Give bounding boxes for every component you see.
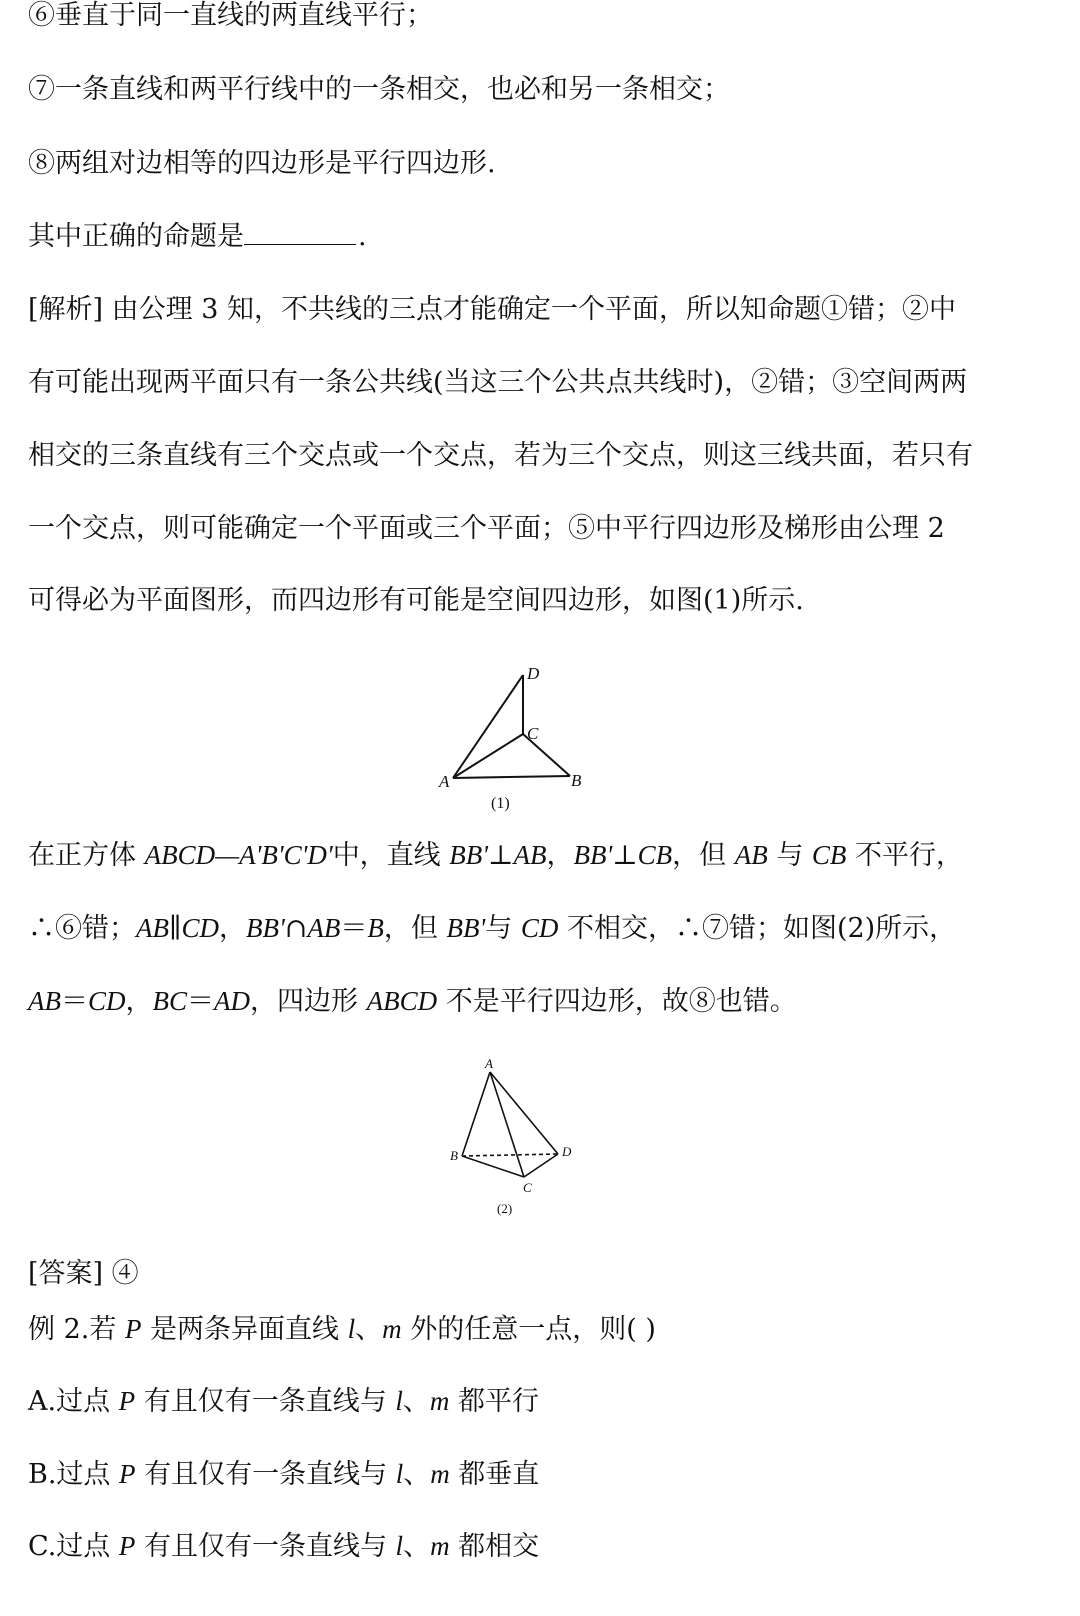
a2-l1-m4: BB' [573, 840, 613, 870]
a2-l1-m1: ABCD—A'B'C'D' [144, 840, 333, 870]
analysis-line-2: 有可能出现两平面只有一条公共线(当这三个公共点共线时)，②错；③空间两两 [28, 367, 968, 398]
opt-a-sep: 、 [402, 1386, 430, 1417]
a2-l1-t3: ⊥ [488, 840, 514, 871]
a2-l1-m2: BB' [449, 840, 489, 870]
edge-b-d-hidden [462, 1154, 558, 1156]
analysis-line-5: 可得必为平面图形，而四边形有可能是空间四边形，如图(1)所示. [28, 585, 804, 616]
a2-l1-m3: AB [513, 840, 547, 870]
ex2-m1: P [124, 1314, 142, 1344]
a2-l2-t5: ＝ [340, 913, 368, 944]
label-b: B [571, 771, 582, 790]
opt-a-t1: A.过点 [28, 1386, 119, 1417]
statement-7: ⑦一条直线和两平行线中的一条相交，也必和另一条相交； [28, 74, 730, 105]
a2-l2-t6: ，但 [383, 913, 447, 944]
opt-b-p: P [119, 1459, 136, 1489]
ex2-m2: l [347, 1314, 356, 1344]
opt-a-p: P [118, 1386, 136, 1416]
a2-l2-t2: ∥ [169, 913, 182, 944]
analysis-line-3: 相交的三条直线有三个交点或一个交点，若为三个交点，则这三线共面，若只有 [28, 440, 973, 471]
a2-l2-m3: BB' [246, 913, 285, 943]
a2-l3-t2: ， [125, 986, 153, 1017]
a2-l1-t5: ⊥ [612, 840, 638, 871]
example-2-stem [28, 1310, 656, 1349]
opt-b-t3: 都垂直 [449, 1459, 540, 1490]
a2-l1-t6: ，但 [672, 840, 735, 871]
opt-b-t2: 有且仅有一条直线与 [135, 1459, 396, 1490]
a2-l1-t8: 不平行， [846, 840, 964, 871]
opt-b-m: m [430, 1459, 450, 1489]
opt-c-t2: 有且仅有一条直线与 [135, 1531, 396, 1562]
statement-6: ⑥垂直于同一直线的两直线平行； [28, 0, 433, 31]
label-d: D [527, 664, 540, 683]
a2-l2-m4: AB [307, 913, 341, 943]
label-c: C [527, 724, 539, 743]
a2-l1-m5: CB [637, 840, 673, 870]
ex2-m3: m [382, 1314, 402, 1344]
opt-a-m: m [429, 1386, 450, 1416]
a2-l2-m6: BB' [446, 913, 486, 943]
analysis-line-1: [解析] 由公理 3 知，不共线的三点才能确定一个平面，所以知命题①错；②中 [28, 294, 956, 325]
edge-a-b [453, 776, 570, 778]
a2-l1-t7: 与 [767, 840, 812, 871]
opt-c-m: m [430, 1531, 450, 1561]
label-d: D [562, 1144, 572, 1159]
a2-l3-t4: ，四边形 [250, 986, 367, 1017]
ex2-t2: 是两条异面直线 [141, 1314, 348, 1345]
ex2-t3: 、 [355, 1314, 383, 1345]
edge-c-d [524, 1154, 558, 1177]
a2-l2-t4: ∩ [284, 913, 308, 944]
option-c [28, 1527, 539, 1566]
a2-l1-t2: 中，直线 [332, 840, 450, 871]
opt-a-t3: 都平行 [449, 1386, 539, 1417]
option-b [28, 1455, 539, 1494]
opt-a-l: l [395, 1386, 403, 1416]
label-a: A [439, 772, 450, 791]
question-line [28, 218, 367, 256]
a2-l1-m7: CB [811, 840, 847, 870]
a2-l3-m5: ABCD [366, 986, 438, 1016]
opt-b-t1: B.过点 [28, 1459, 120, 1490]
analysis2-line-2 [28, 909, 956, 948]
analysis-line-4: 一个交点，则可能确定一个平面或三个平面；⑤中平行四边形及梯形由公理 2 [28, 513, 945, 544]
a2-l3-m3: BC [152, 986, 188, 1016]
a2-l2-m1: AB [136, 913, 169, 943]
a2-l2-t1: ∴⑥错； [28, 913, 136, 944]
label-b: B [450, 1148, 458, 1163]
question-suffix: . [358, 221, 367, 252]
answer-line: [答案] ④ [28, 1258, 139, 1289]
a2-l2-t8: 不相交，∴⑦错；如图(2)所示， [558, 913, 957, 944]
opt-c-t1: C.过点 [28, 1531, 119, 1562]
edge-a-d [453, 675, 523, 778]
opt-b-sep: 、 [403, 1459, 431, 1490]
opt-c-t3: 都相交 [449, 1531, 540, 1562]
opt-c-l: l [395, 1531, 404, 1561]
opt-c-sep: 、 [403, 1531, 431, 1562]
a2-l3-t1: ＝ [61, 986, 88, 1017]
analysis2-line-3 [28, 982, 797, 1021]
figure-1-spatial-quadrilateral [420, 655, 610, 825]
edge-c-a [453, 734, 523, 778]
a2-l3-t5: 不是平行四边形，故⑧也错。 [437, 986, 797, 1017]
a2-l3-t3: ＝ [187, 986, 215, 1017]
statement-8: ⑧两组对边相等的四边形是平行四边形. [28, 148, 496, 179]
a2-l1-t1: 在正方体 [28, 840, 145, 871]
edge-a-c [490, 1072, 524, 1177]
edge-a-b [462, 1072, 490, 1156]
analysis2-line-1 [28, 836, 963, 875]
a2-l2-m2: CD [181, 913, 219, 943]
a2-l2-t7: 与 [485, 913, 521, 944]
ex2-t1: 例 2.若 [28, 1314, 125, 1345]
figure-1-caption: (1) [491, 795, 510, 812]
label-a: A [485, 1056, 493, 1071]
edge-a-d [490, 1072, 558, 1154]
opt-a-t2: 有且仅有一条直线与 [135, 1386, 396, 1417]
edge-b-c [462, 1156, 524, 1177]
a2-l2-m7: CD [520, 913, 559, 943]
a2-l1-t4: ， [546, 840, 574, 871]
a2-l3-m2: CD [88, 986, 126, 1016]
a2-l1-m6: AB [734, 840, 768, 870]
a2-l2-m5: B [367, 913, 384, 943]
answer-blank [244, 222, 356, 245]
a2-l3-m1: AB [28, 986, 61, 1016]
figure-2-tetrahedron [440, 1055, 600, 1225]
opt-b-l: l [395, 1459, 404, 1489]
a2-l3-m4: AD [214, 986, 251, 1016]
question-prefix: 其中正确的命题是 [28, 221, 244, 252]
label-c: C [523, 1180, 532, 1195]
option-a [28, 1382, 539, 1421]
opt-c-p: P [118, 1531, 136, 1561]
ex2-t4: 外的任意一点，则( ) [401, 1314, 656, 1345]
a2-l2-t3: ， [219, 913, 246, 944]
figure-2-caption: (2) [497, 1201, 513, 1216]
